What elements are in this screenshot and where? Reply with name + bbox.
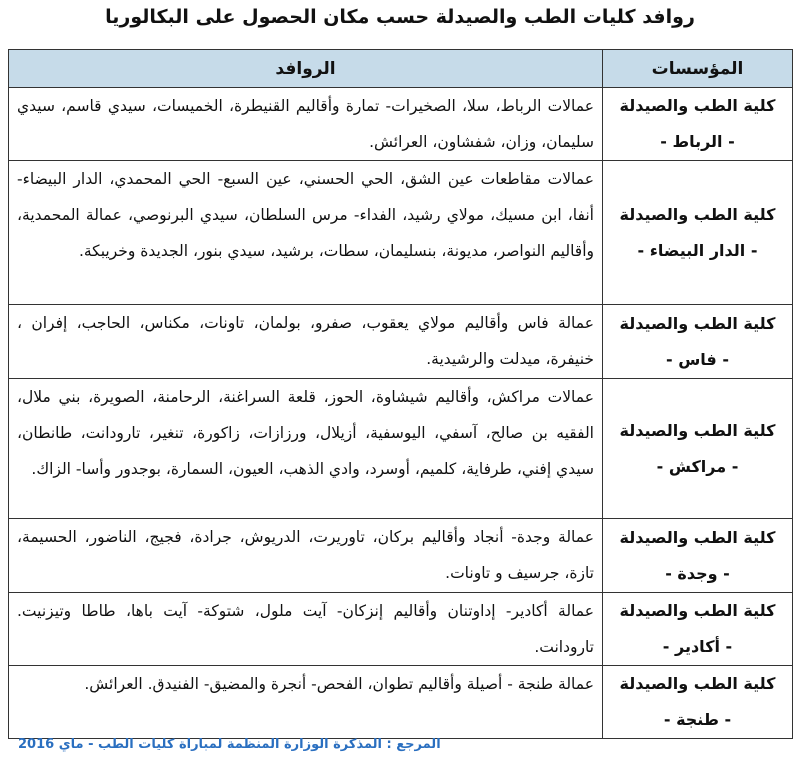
institution-cell: [603, 88, 793, 161]
table-row: [9, 161, 793, 305]
table-row: [9, 593, 793, 666]
feeders-cell: عمالات مراكش، وأقاليم شيشاوة، الحوز، قلعة السراغنة، الرحامنة، الصويرة، بني ملال، الفقيه بن صالح، آسفي، اليوسفية، أزيلال، ورزازات، زاكورة، تنغير، تارودانت، طانطان، سيدي إفني، طرفاية، كلميم، أوسرد، وادي الذهب، العيون، السمارة، بوجدور وأسا- الزاك.: [9, 379, 603, 519]
institution-cell: [603, 666, 793, 739]
institution-cell: [603, 379, 793, 519]
table-row: [9, 519, 793, 593]
institution-city: - طنجة -: [663, 710, 732, 729]
institution-name: كلية الطب والصيدلة: [619, 527, 776, 547]
feeders-cell: عمالة وجدة- أنجاد وأقاليم بركان، تاوريرت، الدريوش، جرادة، فجيج، الناضور، الحسيمة، تازة، جرسيف و تاونات.: [9, 519, 603, 593]
feeders-cell: عمالة أكادير- إداوتنان وأقاليم إنزكان- آيت ملول، شتوكة- آيت باها، طاطا وتيزنيت. تارودانت.: [9, 593, 603, 666]
institution-city: - الدار البيضاء -: [637, 240, 758, 260]
reference-note: المرجع : المذكرة الوزارة المنظمة لمباراة كليات الطب - ماي 2016: [18, 737, 441, 752]
table-header-row: [9, 50, 793, 88]
institution-cell: [603, 161, 793, 305]
feeders-cell: عمالة فاس وأقاليم مولاي يعقوب، صفرو، بولمان، تاونات، مكناس، الحاجب، إفران ، خنيفرة، ميدلت والرشيدية.: [9, 305, 603, 379]
table-row: [9, 379, 793, 519]
institution-city: - مراكش -: [656, 456, 739, 476]
institution-name: كلية الطب والصيدلة: [619, 313, 776, 333]
institution-name: كلية الطب والصيدلة: [619, 204, 776, 224]
institution-city: - الرباط -: [660, 132, 735, 151]
institution-name: كلية الطب والصيدلة: [619, 420, 776, 440]
institution-cell: [603, 593, 793, 666]
feeders-cell: عمالات الرباط، سلا، الصخيرات- تمارة وأقاليم القنيطرة، الخميسات، سيدي قاسم، سيدي سليمان، وزان، شفشاون، العرائش.: [9, 88, 603, 161]
institution-cell: [603, 519, 793, 593]
institution-name: كلية الطب والصيدلة: [619, 674, 776, 693]
feeders-cell: عمالة طنجة - أصيلة وأقاليم تطوان، الفحص- أنجرة والمضيق- الفنيدق. العرائش.: [9, 666, 603, 739]
feeders-cell: عمالات مقاطعات عين الشق، الحي الحسني، عين السبع- الحي المحمدي، الدار البيضاء- أنفا، ابن مسيك، مولاي رشيد، الفداء- مرس السلطان، سيدي البرنوصي، عمالة المحمدية، وأقاليم النواصر، مديونة، بنسليمان، سطات، برشيد، سيدي بنور، الجديدة وخريبكة.: [9, 161, 603, 305]
institution-name: كلية الطب والصيدلة: [619, 96, 776, 115]
institution-city: - فاس -: [666, 349, 729, 369]
table-row: [9, 666, 793, 739]
table-row: [9, 88, 793, 161]
feeders-table: [8, 49, 793, 739]
institution-city: - أكادير -: [662, 637, 733, 656]
institution-cell: [603, 305, 793, 379]
table-row: [9, 305, 793, 379]
institution-city: - وجدة -: [665, 563, 730, 583]
header-institutions: المؤسسات: [603, 50, 793, 88]
header-feeders: الروافد: [9, 50, 603, 88]
page-title: روافد كليات الطب والصيدلة حسب مكان الحصول على البكالوريا: [105, 6, 695, 28]
institution-name: كلية الطب والصيدلة: [619, 601, 776, 620]
